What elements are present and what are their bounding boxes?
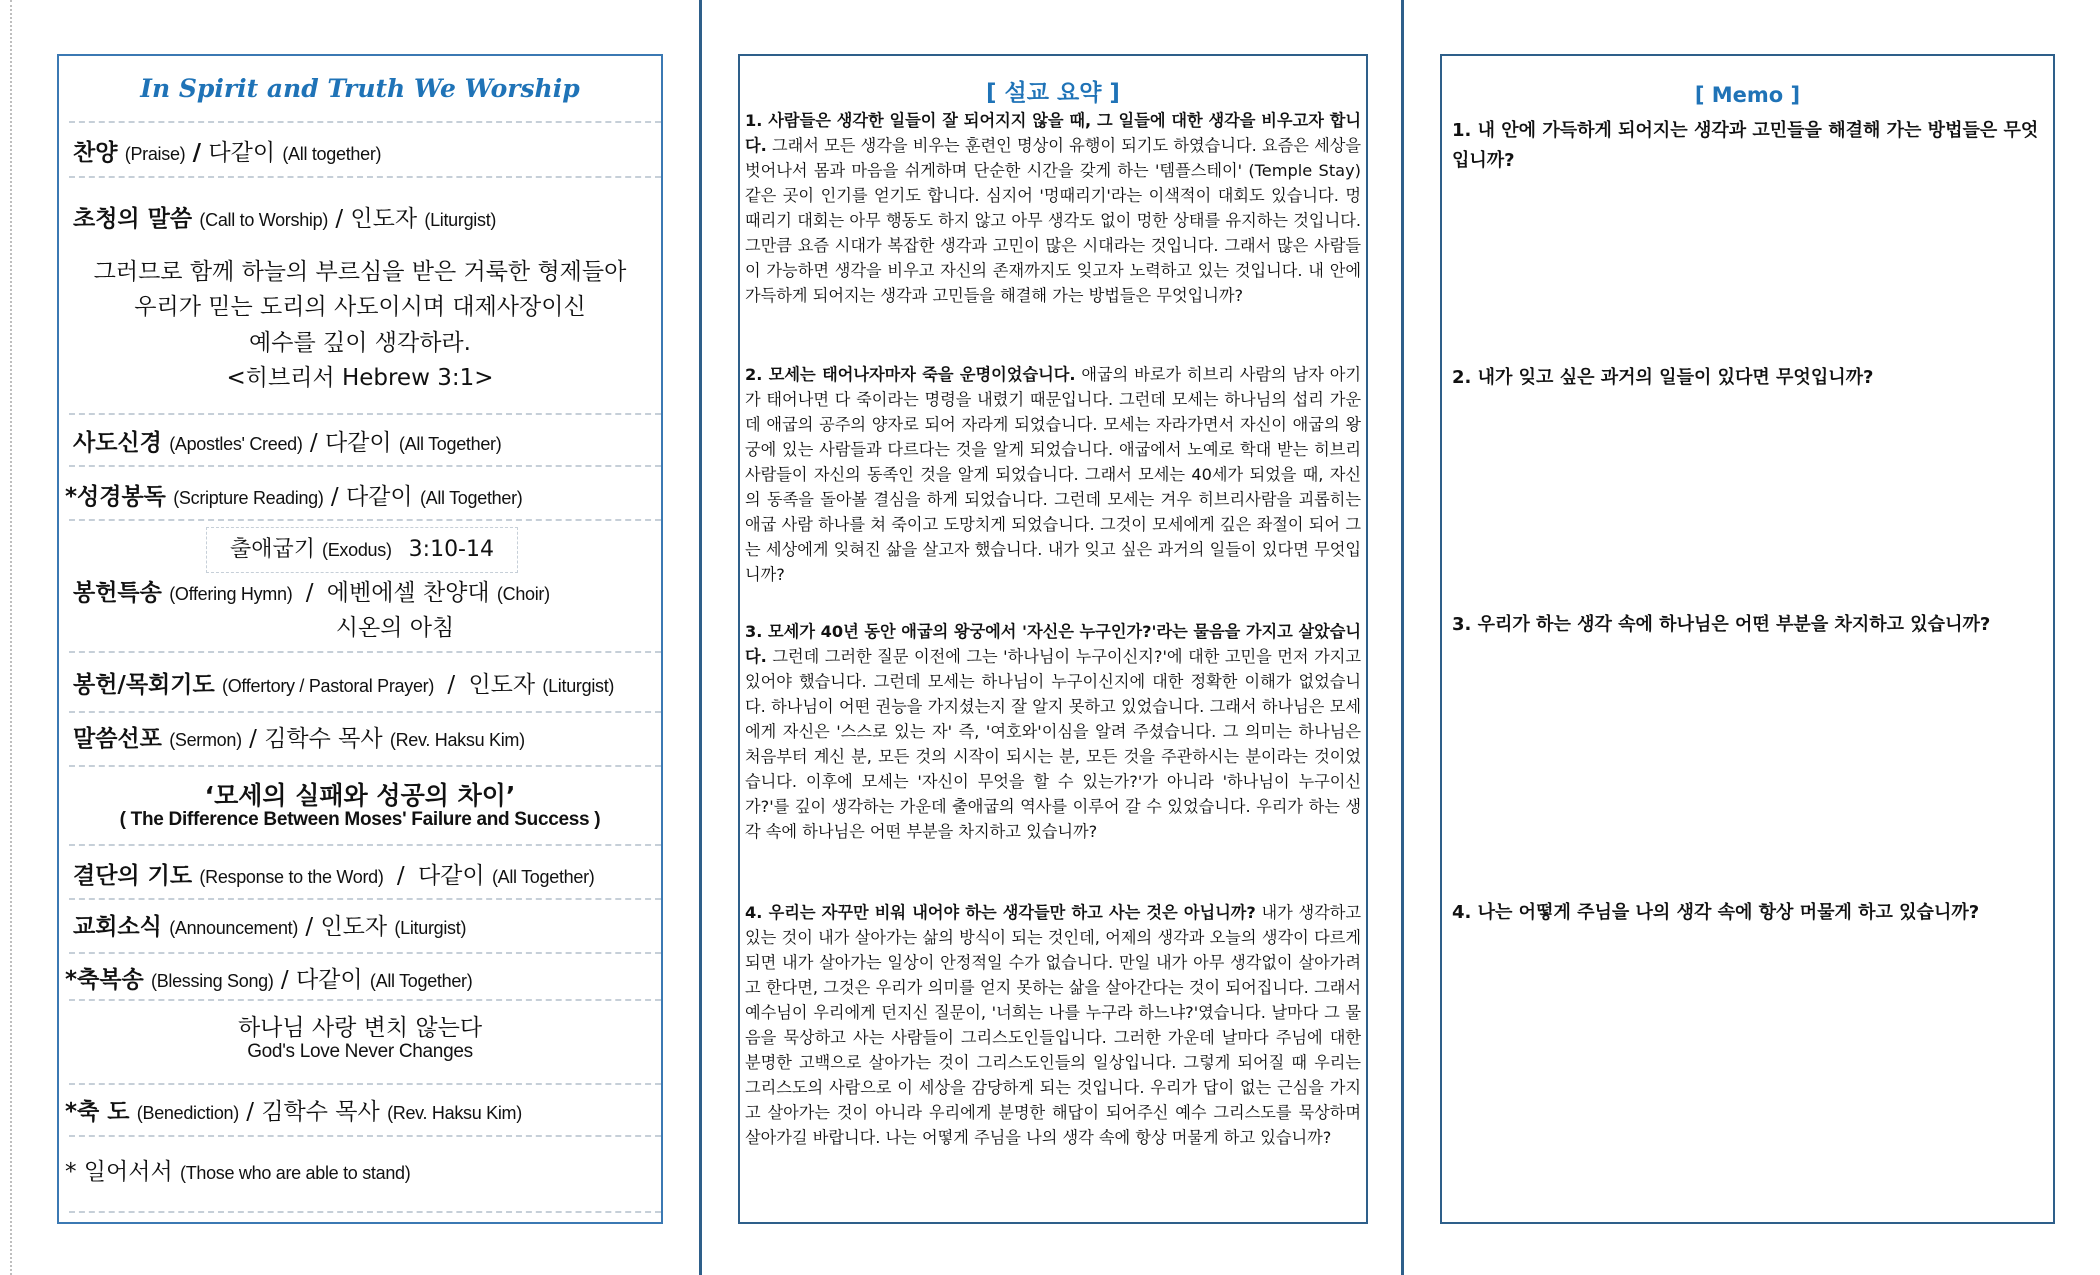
item-offering-hymn xyxy=(73,574,550,607)
item-label: *축복송 xyxy=(65,967,144,993)
item-label: 교회소식 xyxy=(73,914,162,940)
worship-title: In Spirit and Truth We Worship xyxy=(140,74,580,103)
item-label: 말씀선포 xyxy=(73,726,162,752)
item-leader-en: (Rev. Haksu Kim) xyxy=(387,1103,522,1123)
memo-panel xyxy=(1440,54,2055,1224)
verse-reference: 3:10-14 xyxy=(408,537,494,562)
item-leader: 다같이 xyxy=(208,140,276,166)
separator: / xyxy=(246,1099,255,1125)
call-text-reference: <히브리서 Hebrew 3:1> xyxy=(226,365,494,391)
stand-note-label: * 일어서서 xyxy=(65,1159,173,1185)
summary-paragraph-3 xyxy=(745,619,1361,844)
item-leader-en: (All Together) xyxy=(369,971,473,991)
item-announcement xyxy=(73,908,466,941)
sermon-summary-panel xyxy=(738,54,1368,1224)
paragraph-lead: 1. 사람들은 생각한 일들이 잘 되어지지 않을 때, 그 일들에 대한 생각을 비우고자 합니다. xyxy=(745,111,1361,155)
item-label: 결단의 기도 xyxy=(73,863,193,889)
order-of-worship-panel xyxy=(57,54,663,1224)
item-leader: 김학수 목사 xyxy=(261,1099,380,1125)
item-sermon xyxy=(73,720,525,753)
item-response xyxy=(73,857,594,890)
item-leader: 에벤에셀 찬양대 xyxy=(326,580,490,606)
fold-guide-left xyxy=(10,0,12,1275)
item-benediction xyxy=(65,1093,522,1126)
divider xyxy=(69,898,661,900)
item-leader: 다같이 xyxy=(295,967,363,993)
sermon-title-en: ( The Difference Between Moses' Failure and Success ) xyxy=(119,809,601,830)
divider xyxy=(69,999,661,1001)
book-name: 출애굽기 xyxy=(230,537,316,562)
item-label-en: (Response to the Word) xyxy=(199,867,384,887)
item-leader: 인도자 xyxy=(350,206,418,232)
item-label-en: (Call to Worship) xyxy=(199,210,329,230)
divider xyxy=(69,1211,661,1213)
scripture-reference xyxy=(206,527,518,573)
offering-hymn-title: 시온의 아침 xyxy=(335,615,455,641)
item-apostles-creed xyxy=(73,424,501,457)
fold-line-2 xyxy=(1401,0,1404,1275)
stand-note xyxy=(65,1153,410,1186)
item-label-en: (Benediction) xyxy=(136,1103,239,1123)
item-label-en: (Offering Hymn) xyxy=(169,584,293,604)
item-leader-en: (All Together) xyxy=(491,867,595,887)
item-leader-en: (All together) xyxy=(282,144,382,164)
item-offertory-prayer xyxy=(73,666,614,699)
item-blessing-song xyxy=(65,961,472,994)
separator: / xyxy=(305,580,314,606)
call-text-line: 그러므로 함께 하늘의 부르심을 받은 거룩한 형제들아 xyxy=(93,259,627,285)
summary-paragraph-4 xyxy=(745,900,1361,1150)
separator: / xyxy=(249,726,257,752)
paragraph-body: 그런데 그러한 질문 이전에 그는 '하나님이 누구이신지?'에 대한 고민을 먼저 가지고 있어야 했습니다. 그런데 모세는 하나님이 누구이신지에 대한 정확한 이해가 없었습니다. 하나님이 어떤 권능을 가지셨는지 잘 알지 못하고 있었습니다. 그래서 하나님은 모세에게 자신은 '스스로 있는 자' 즉, '여호와'이심을 알려 주셨습니다. 그 의미는 하나님은 처음부터 계신 분, 모든 것의 시작이 되시는 분, 모든 것을 주관하시는 분이라는 것이었습니다. 이후에 모세는 '자신이 무엇을 할 수 있는가?'가 아니라 '하나님이 누구이신가?'를 깊이 생각하는 가운데 출애굽의 역사를 이루어 갈 수 있었습니다. 우리가 하는 생각 속에 하나님은 어떤 부분을 차지하고 있습니까? xyxy=(745,647,1361,841)
item-label: 초청의 말씀 xyxy=(73,206,193,232)
divider xyxy=(69,519,661,521)
item-leader-en: (Choir) xyxy=(496,584,550,604)
divider xyxy=(69,844,661,846)
fold-line-1 xyxy=(699,0,702,1275)
divider xyxy=(69,176,661,178)
separator: / xyxy=(305,914,314,940)
paragraph-lead: 3. 모세가 40년 동안 애굽의 왕궁에서 '자신은 누구인가?'라는 물음을 가지고 살았습니다. xyxy=(745,622,1361,666)
separator: / xyxy=(396,863,405,889)
item-label-en: (Announcement) xyxy=(169,918,299,938)
divider xyxy=(69,413,661,415)
item-leader-en: (Liturgist) xyxy=(542,676,615,696)
item-leader: 인도자 xyxy=(468,672,536,698)
memo-question-1: 1. 내 안에 가득하게 되어지는 생각과 고민들을 해결해 가는 방법들은 무엇입니까? xyxy=(1452,120,2039,171)
sermon-title: ‘모세의 실패와 성공의 차이’ xyxy=(204,781,516,810)
separator: / xyxy=(447,672,456,698)
separator: / xyxy=(192,140,202,166)
separator: / xyxy=(309,430,318,456)
separator: / xyxy=(280,967,289,993)
item-label: 봉헌특송 xyxy=(73,580,162,606)
divider xyxy=(69,465,661,467)
divider xyxy=(69,1083,661,1085)
summary-title: [ 설교 요약 ] xyxy=(986,80,1120,106)
divider xyxy=(69,952,661,954)
separator: / xyxy=(330,484,339,510)
item-leader: 다같이 xyxy=(324,430,392,456)
item-leader: 김학수 목사 xyxy=(264,726,383,752)
summary-paragraph-1 xyxy=(745,108,1361,308)
paragraph-lead: 4. 우리는 자꾸만 비워 내어야 하는 생각들만 하고 사는 것은 아닙니까? xyxy=(745,903,1256,922)
item-leader: 인도자 xyxy=(320,914,388,940)
divider xyxy=(69,765,661,767)
item-label: 봉헌/목회기도 xyxy=(73,672,215,698)
call-text-line: 우리가 믿는 도리의 사도이시며 대제사장이신 xyxy=(134,294,586,320)
item-scripture-reading xyxy=(65,478,522,511)
stand-note-label-en: (Those who are able to stand) xyxy=(180,1163,411,1183)
item-label: 사도신경 xyxy=(73,430,162,456)
paragraph-lead: 2. 모세는 태어나자마자 죽을 운명이었습니다. xyxy=(745,365,1076,384)
item-leader-en: (All Together) xyxy=(398,434,502,454)
item-label: *축 도 xyxy=(65,1099,130,1125)
item-label-en: (Blessing Song) xyxy=(151,971,274,991)
memo-question-2: 2. 내가 잊고 싶은 과거의 일들이 있다면 무엇입니까? xyxy=(1452,367,1874,388)
divider xyxy=(69,121,661,123)
paragraph-body: 그래서 모든 생각을 비우는 훈련인 명상이 유행이 되기도 하였습니다. 요즘은 세상을 벗어나서 몸과 마음을 쉬게하며 단순한 시간을 갖게 하는 '템플스테이' (Temple Stay) 같은 곳이 인기를 얻기도 합니다. 심지어 '멍때리기'라는 이색적이 대회도 있습니다. 멍때리기 대회는 아무 행동도 하지 않고 아무 생각도 없이 멍한 상태를 유지하는 것입니다. 그만큼 요즘 시대가 복잡한 생각과 고민이 많은 시대라는 것입니다. 그래서 많은 사람들이 가능하면 생각을 비우고 자신의 존재까지도 잊고자 노력하고 있는 것입니다. 내 안에 가득하게 되어지는 생각과 고민들을 해결해 가는 방법들은 무엇입니까? xyxy=(745,136,1362,305)
item-label: *성경봉독 xyxy=(65,484,166,510)
item-leader-en: (All Together) xyxy=(419,488,523,508)
item-label-en: (Offertory / Pastoral Prayer) xyxy=(222,676,435,696)
paragraph-body: 내가 생각하고 있는 것이 내가 살아가는 삶의 방식이 되는 것인데, 어제의 생각과 오늘의 생각이 다르게 되면 내가 살아가는 일상이 안정적일 수가 없습니다. 만일 내가 아무 생각없이 살아가려고 한다면, 그것은 우리가 의미를 얻지 못하는 삶을 살아간다는 것이 되어집니다. 그래서 예수님이 우리에게 던지신 질문이, '너희는 나를 누구라 하느냐?'였습니다. 날마다 그 물음을 묵상하고 사는 사람들이 그리스도인들입니다. 그러한 가운데 날마다 주님에 대한 분명한 고백으로 살아가는 것이 그리스도인들의 일상입니다. 그렇게 되어질 때 우리는 그리스도의 사람으로 이 세상을 감당하게 되는 것입니다. 우리가 답이 없는 근심을 가지고 살아가는 것이 아니라 우리에게 분명한 해답이 되어주신 예수 그리스도를 묵상하며 살아가길 바랍니다. 나는 어떻게 주님을 나의 생각 속에 항상 머물게 하고 있습니까? xyxy=(745,903,1361,1147)
item-call-to-worship xyxy=(73,200,496,233)
item-leader-en: (Liturgist) xyxy=(394,918,467,938)
item-label-en: (Scripture Reading) xyxy=(173,488,324,508)
item-leader-en: (Rev. Haksu Kim) xyxy=(389,730,525,750)
book-name-en: (Exodus) xyxy=(322,540,392,560)
divider xyxy=(69,651,661,653)
blessing-song-title-en: God's Love Never Changes xyxy=(247,1041,473,1062)
item-label: 찬양 xyxy=(73,140,118,166)
item-praise xyxy=(73,134,381,167)
memo-question-3: 3. 우리가 하는 생각 속에 하나님은 어떤 부분을 차지하고 있습니까? xyxy=(1452,614,1991,635)
divider xyxy=(69,1135,661,1137)
item-leader: 다같이 xyxy=(345,484,413,510)
paragraph-body: 애굽의 바로가 히브리 사람의 남자 아기가 태어나면 다 죽이라는 명령을 내렸기 때문입니다. 그런데 모세는 하나님의 섭리 가운데 애굽의 공주의 양자로 되어 자라게 되었습니다. 모세는 자라가면서 자신이 애굽의 왕궁에 있는 사람들과 다르다는 것을 알게 되었습니다. 애굽에서 노예로 학대 받는 히브리 사람들이 자신의 동족인 것을 알게 되었습니다. 그래서 모세는 40세가 되었을 때, 자신의 동족을 돌아볼 결심을 하게 되었습니다. 그런데 모세는 겨우 히브리사람을 괴롭히는 애굽 사람 하나를 쳐 죽이고 도망치게 되었습니다. 그것이 모세에게 깊은 좌절이 되어 그는 세상에게 잊혀진 삶을 살고자 했습니다. 내가 잊고 싶은 과거의 일들이 있다면 무엇입니까? xyxy=(745,365,1361,584)
item-label-en: (Sermon) xyxy=(169,730,242,750)
call-text-line: 예수를 깊이 생각하라. xyxy=(249,330,471,356)
item-leader: 다같이 xyxy=(417,863,485,889)
blessing-song-title: 하나님 사랑 변치 않는다 xyxy=(237,1015,483,1041)
memo-question-4: 4. 나는 어떻게 주님을 나의 생각 속에 항상 머물게 하고 있습니까? xyxy=(1452,902,1980,923)
separator: / xyxy=(335,206,344,232)
memo-title: [ Memo ] xyxy=(1694,83,1801,107)
item-label-en: (Praise) xyxy=(124,144,186,164)
item-label-en: (Apostles' Creed) xyxy=(169,434,303,454)
divider xyxy=(69,711,661,713)
item-leader-en: (Liturgist) xyxy=(424,210,497,230)
summary-paragraph-2 xyxy=(745,362,1361,587)
